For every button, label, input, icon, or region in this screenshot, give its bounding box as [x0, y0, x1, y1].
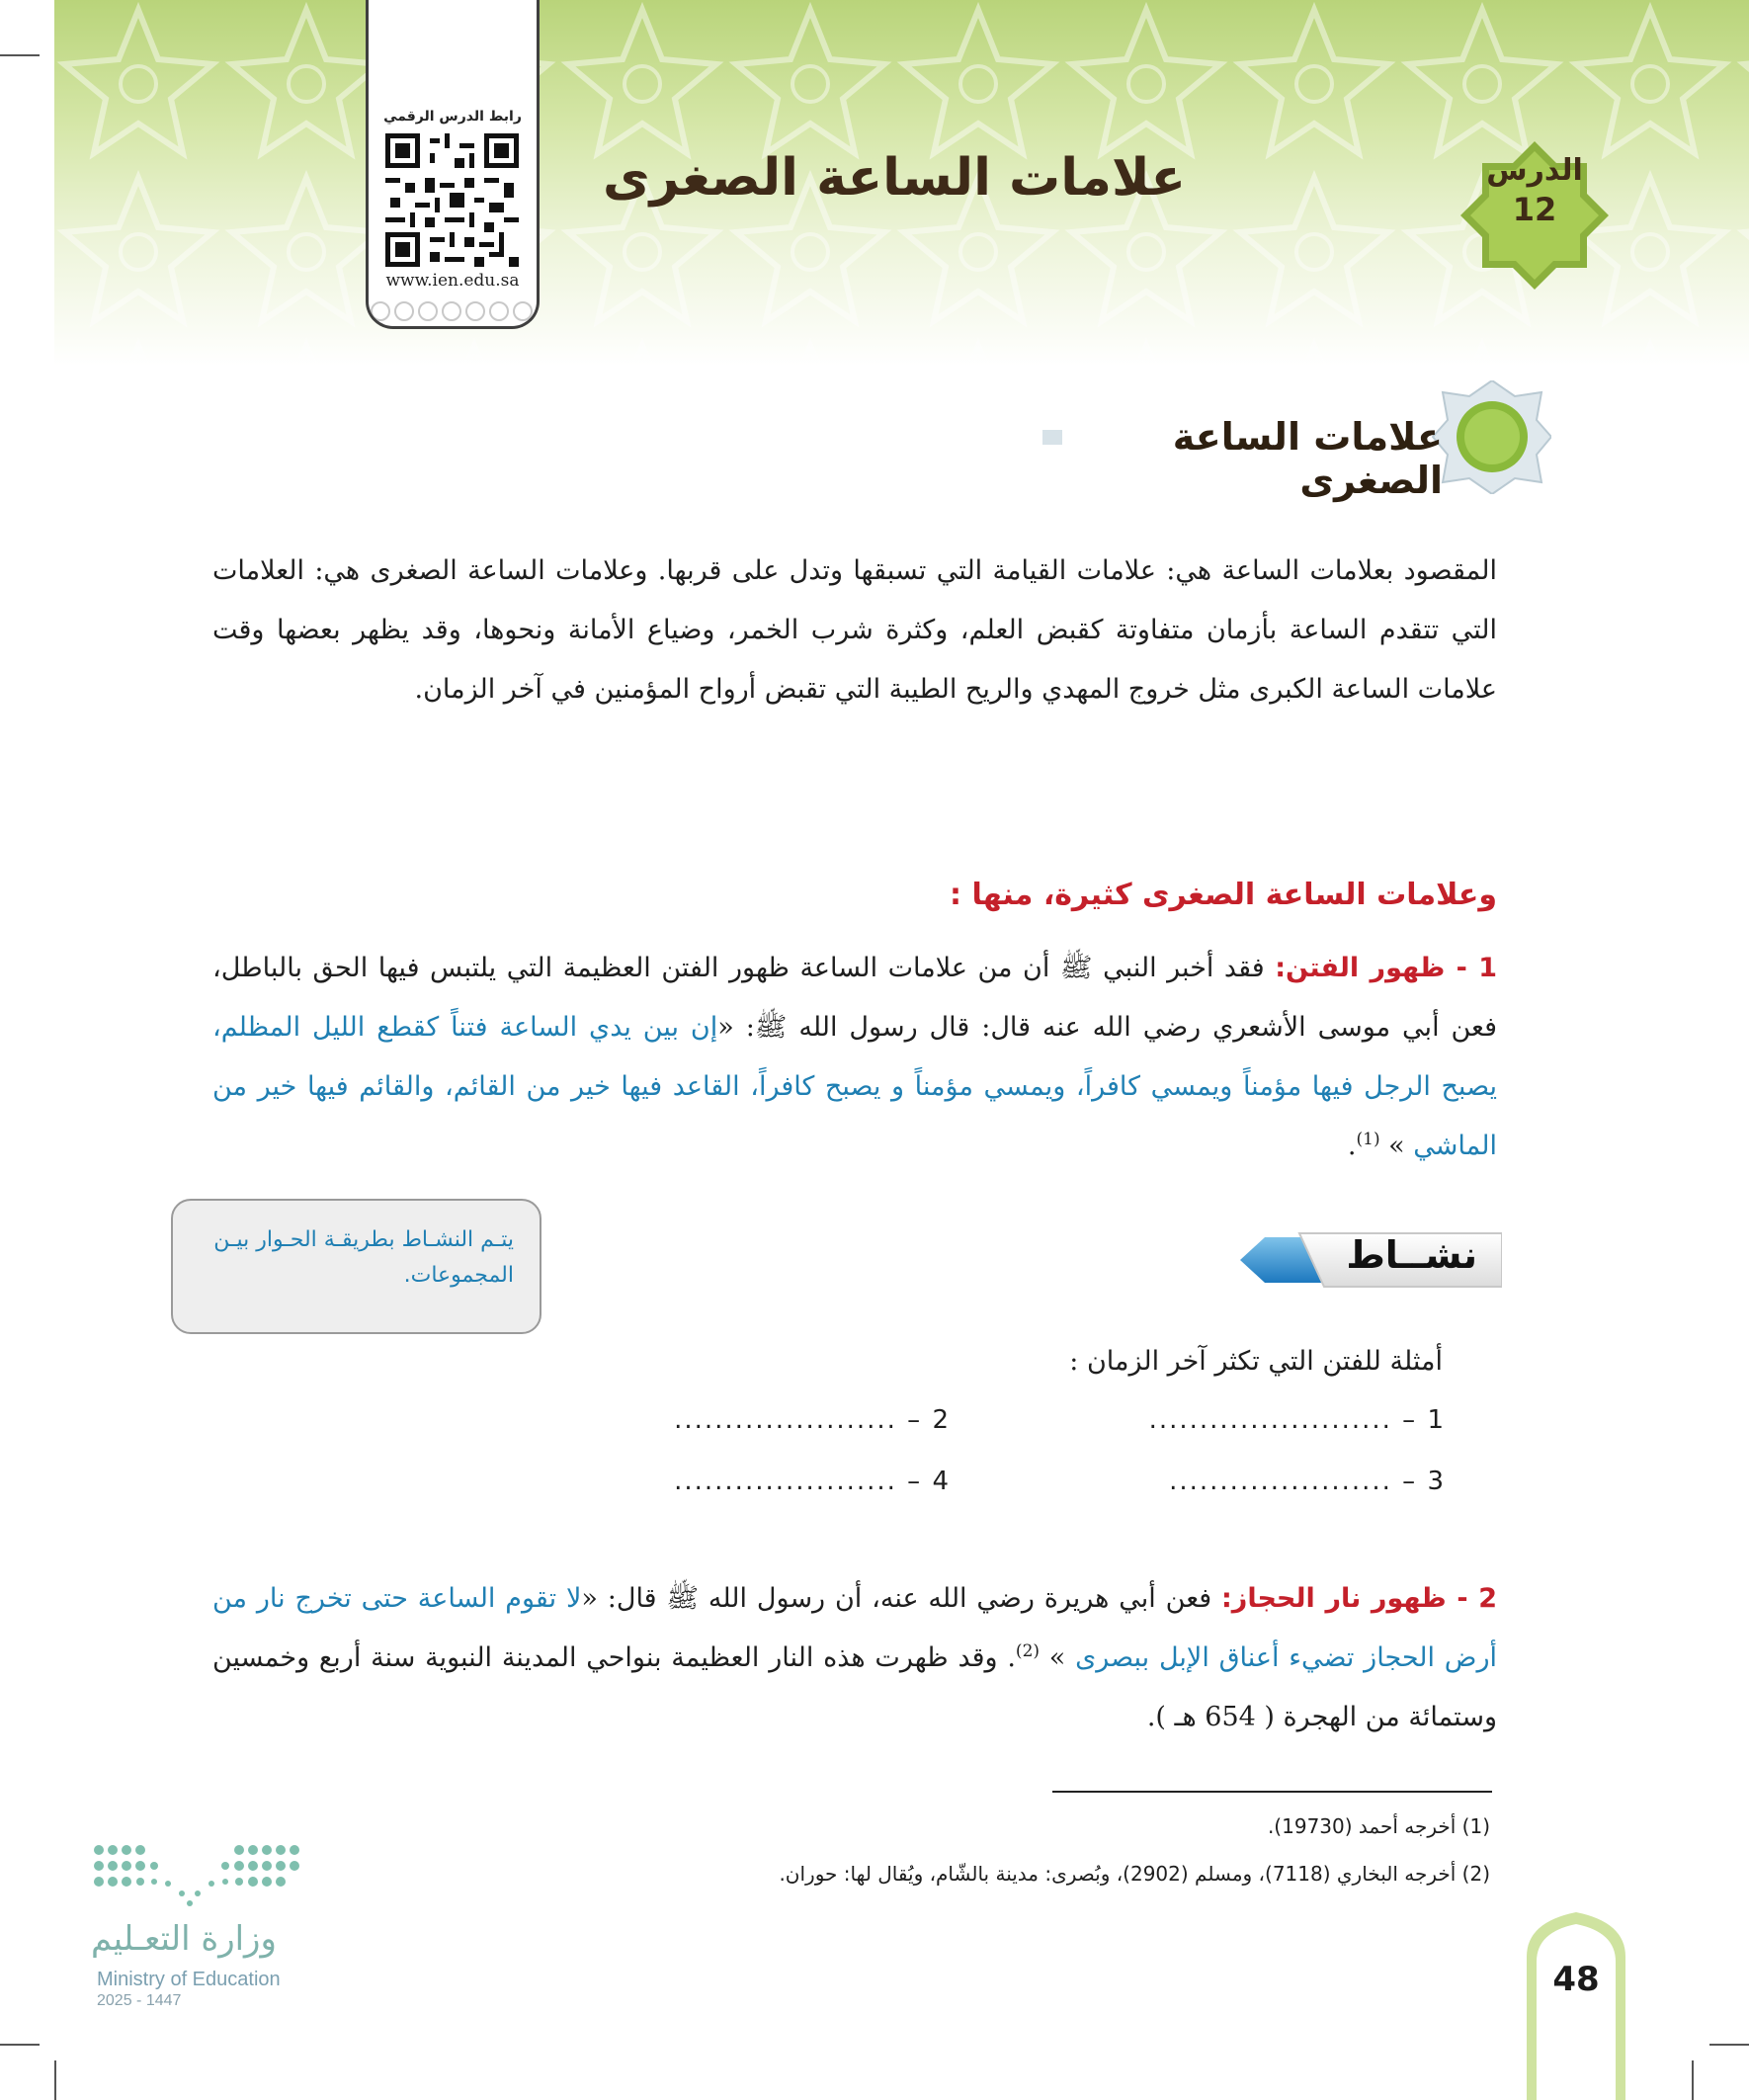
footnote-1: (1) أخرجه أحمد (19730).: [1267, 1814, 1490, 1838]
ministry-dots-icon: [91, 1838, 318, 1917]
footnote-divider: [1052, 1791, 1492, 1793]
intro-paragraph: المقصود بعلامات الساعة هي: علامات القيامة التي تسبقها وتدل على قربها. وعلامات الساعة الصغرى هي: العلامات التي تتقدم الساعة بأزمان متفاوتة كقبض العلم، وكثرة شرب الخمر، وضياع الأمانة ونحوها، وقد يظهر بعضها وقت علامات الساعة الكبرى مثل خروج المهدي والريح الطيبة التي تقبض أرواح المؤمنين في آخر الزمان.: [212, 555, 1497, 705]
qr-code-icon[interactable]: [385, 133, 519, 267]
section-heading: [1042, 380, 1551, 502]
lesson-title: علامات الساعة الصغرى: [603, 148, 1186, 208]
item-fitan-text: فقد أخبر النبي ﷺ أن من علامات الساعة ظهور الفتن العظيمة التي يلتبس فيها الحق بالباطل، فعن أبي موسى الأشعري رضي الله عنه قال: قال رسول الله ﷺ: «: [212, 953, 1497, 1043]
hadith-hijaz: لا تقوم الساعة حتى تخرج نار من أرض الحجاز تضيء أعناق الإبل ببصرى: [212, 1583, 1497, 1673]
ministry-arabic: وزارة التعـليم: [91, 1919, 277, 1959]
qr-card[interactable]: [366, 0, 540, 329]
lesson-number: 12: [1512, 191, 1557, 228]
qr-label: رابط الدرس الرقمي: [383, 109, 522, 125]
section-title: علامات الساعة الصغرى: [1172, 415, 1443, 502]
footnote-2: (2) أخرجه البخاري (7118)، ومسلم (2902)، وبُصرى: مدينة بالشّام، ويُقال لها: حوران.: [779, 1862, 1490, 1886]
quote-close: »: [1388, 1131, 1405, 1161]
activity-question: أمثلة للفتن التي تكثر آخر الزمان :: [1069, 1346, 1443, 1377]
answer-blank-4[interactable]: 4 – ......................: [674, 1467, 951, 1496]
answer-blank-2[interactable]: 2 – ......................: [674, 1405, 951, 1435]
footnote-ref-2[interactable]: (2): [1015, 1641, 1041, 1661]
lesson-word: الدرس: [1486, 153, 1583, 188]
crop-mark: [1709, 2044, 1749, 2046]
footnote-ref-1[interactable]: (1): [1356, 1130, 1380, 1149]
activity-label: نشــاط: [1346, 1233, 1477, 1277]
period: .: [1347, 1131, 1357, 1161]
item-hijaz-fire: [212, 1569, 1497, 1747]
decorative-pattern: [369, 296, 537, 326]
hadith-fitan: إن بين يدي الساعة فتناً كقطع الليل المظلم، يصبح الرجل فيها مؤمناً ويمسي كافراً، ويمسي مؤمناً و يصبح كافراً، القاعد فيها خير من القائم، والقائم فيها خير من الماشي: [212, 1012, 1497, 1161]
crop-mark: [0, 54, 40, 56]
crop-mark: [0, 2044, 40, 2046]
page-number: 48: [1552, 1960, 1600, 1999]
crop-mark: [54, 2060, 56, 2100]
item-hijaz-label: 2 - ظهور نار الحجاز:: [1220, 1583, 1497, 1614]
ministry-logo: [91, 1838, 328, 2016]
item-fitan: [212, 939, 1497, 1176]
quote-close: »: [1048, 1642, 1066, 1673]
item-hijaz-text-b: . وقد ظهرت هذه النار العظيمة بنواحي المدينة النبوية سنة أربع وخمسين وستمائة من الهجرة ( 654 هـ ).: [212, 1642, 1497, 1732]
page-number-tab: [1527, 1912, 1625, 2100]
crop-mark: [1692, 2060, 1694, 2100]
lesson-badge: [1460, 141, 1609, 290]
qr-url[interactable]: www.ien.edu.sa: [385, 271, 520, 291]
item-hijaz-text: فعن أبي هريرة رضي الله عنه، أن رسول الله ﷺ قال: «: [581, 1583, 1212, 1614]
activity-note: يتـم النشـاط بطريقـة الحـوار بيـن المجموعات.: [171, 1199, 541, 1334]
subheading: وعلامات الساعة الصغرى كثيرة، منها :: [950, 878, 1497, 912]
item-fitan-label: 1 - ظهور الفتن:: [1275, 953, 1497, 983]
answer-blank-1[interactable]: 1 – ........................: [1148, 1405, 1446, 1435]
ministry-english: Ministry of Education: [97, 1969, 281, 1990]
ministry-year: 2025 - 1447: [97, 1992, 182, 2009]
activity-tab: [1240, 1225, 1502, 1295]
answer-blank-3[interactable]: 3 – ......................: [1169, 1467, 1446, 1496]
page-tab-shape-icon: [1527, 1912, 1625, 2100]
